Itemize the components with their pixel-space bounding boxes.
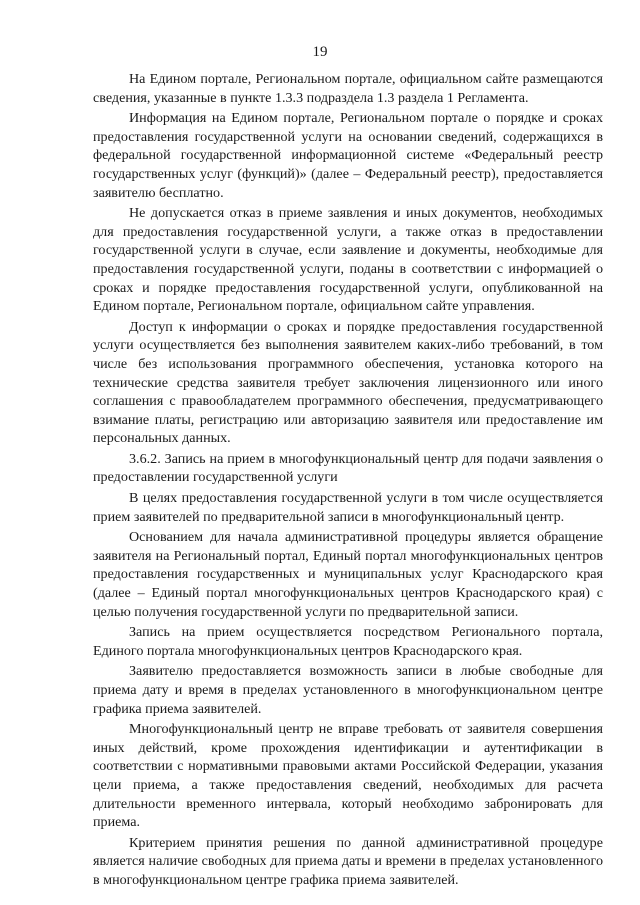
paragraph: Основанием для начала административной процедуры является обращение заявителя на Региональный портал, Единый портал многофункциональных центров предоставления государственных и муниципальных услуг Краснодарского края (далее – Единый портал многофункциональных центров Краснодарского края) с целью получения государственной услуги по предварительной записи.: [93, 529, 603, 620]
paragraph: Не допускается отказ в приеме заявления и иных документов, необходимых для предоставления государственной услуги, а также отказ в предоставлении государственной услуги в случае, если заявление и документы, необходимые для предоставления государственной услуги, поданы в соответствии с информацией о сроках и порядке предоставления государственной услуги, опубликованной на Едином портале, Региональном портале, официальном сайте управления.: [93, 205, 603, 315]
page-number: 19: [312, 44, 328, 60]
paragraph: Информация на Едином портале, Региональном портале о порядке и сроках предоставления государственной услуги на основании сведений, содержащихся в федеральной государственной информационной системе «Федеральный реестр государственных услуг (функций)» (далее – Федеральный реестр), предоставляется заявителю бесплатно.: [93, 110, 603, 201]
document-body: [93, 70, 603, 892]
paragraph: Многофункциональный центр не вправе требовать от заявителя совершения иных действий, кроме прохождения идентификации и аутентификации в соответствии с нормативными правовыми актами Российской Федерации, указания цели приема, а также предоставления сведений, необходимых для расчета длительности временного интервала, который необходимо забронировать для приема.: [93, 721, 603, 831]
paragraph: Заявителю предоставляется возможность записи в любые свободные для приема дату и время в пределах установленного в многофункциональном центре графика приема заявителей.: [93, 663, 603, 717]
section-heading: 3.6.2. Запись на прием в многофункциональный центр для подачи заявления о предоставлении государственной услуги: [93, 450, 603, 486]
paragraph: Доступ к информации о сроках и порядке предоставления государственной услуги осуществляется без выполнения заявителем каких-либо требований, в том числе без использования программного обеспечения, установка которого на технические средства заявителя требует заключения лицензионного или иного соглашения с правообладателем программного обеспечения, предусматривающего взимание платы, регистрацию или авторизацию заявителя или предоставление им персональных данных.: [93, 318, 603, 447]
paragraph: Запись на прием осуществляется посредством Регионального портала, Единого портала многофункциональных центров Краснодарского края.: [93, 624, 603, 659]
paragraph: В целях предоставления государственной услуги в том числе осуществляется прием заявителей по предварительной записи в многофункциональный центр.: [93, 490, 603, 525]
paragraph: Критерием принятия решения по данной административной процедуре является наличие свободных для приема даты и времени в пределах установленного в многофункциональном центре графика приема заявителей.: [93, 834, 603, 888]
paragraph: На Едином портале, Региональном портале, официальном сайте размещаются сведения, указанные в пункте 1.3.3 подраздела 1.3 раздела 1 Регламента.: [93, 71, 603, 106]
